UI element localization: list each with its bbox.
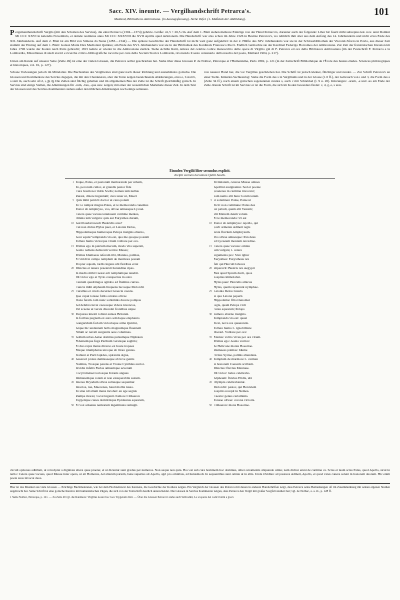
- line-text: Illi victor: ludos celebrabo.: [213, 370, 251, 375]
- line-text: Primus ego: Aonio vertice:: [213, 339, 250, 344]
- line-text: Hippodame: filia Oenomai: [213, 298, 250, 303]
- description-right: von neuerer Hand her, die vor Vergilius geschrieben hat. Die Schrift ist jedoch kleiner, flüchtiger und runder. — Zur Schrift Petrarca's an einer Stelle. Künstler-Sachkatalog: Siehe die Form des s in Vergiliums und in der Glosse (l. 6 ff.), der Gebrauch von ı und ꝛ, die Form des a (Zeile 34 ff.), nach einem gotischen sogenannten rundes s, auch c mit Schnörkel (l. 9 u. 26). Kürzungen: -orum, -e und -us am Ende der Zeile. Runde Schrift ist im Servius: er ist die Form, die sich im Kodex besonders findet: c, d, g, e, s usw.: [204, 70, 390, 87]
- line-text: Te i e rumpat magna Pales, et te memoranda canemus: [75, 202, 149, 207]
- line-text: Tonsae olivae: corona victoris.: [213, 398, 256, 403]
- line-text: Nilum ac navali surgentis aere columnas.: [75, 330, 132, 335]
- line-text: Cocyti metuet tortosque Ixionis angues: [75, 370, 129, 375]
- line-text: humero eburno insignis.: [213, 311, 247, 316]
- footnote-text: Hier ist das Musikal aus viele Glossen — Prächtige Buchmalereien, wie bei dem Hochzeitstext des Karstens, die Geschichte der Kodizes zeigen. Ein Vergleich der Glossen des Petrarca mit denen in anderen Handschriften zeigt, dass Petrarca seine Bemerkungen oft im Zusammenhang mit seinen eigenen Studien angebracht hat. Seine Schrift ist eine gotische Kursive mit humanistischen Zügen, die sich von der Textschrift deutlich unterscheidet. Die Glossen in Servius Kommentar zeigen, dass Petrarca den Vergil mit großer Sorgfalt studiert hat; vgl. de Nolhac, a. a. O., p. 128 ff.: [10, 485, 390, 493]
- poem-column: [65, 180, 197, 407]
- line-number: 20: [71, 266, 74, 271]
- line-text: Gangaridum faciam victorisque arma Quirini,: [75, 320, 138, 325]
- manuscript-transcription: [65, 169, 335, 407]
- line-number: 5: [72, 198, 74, 203]
- line-text: et solemnes: Palae, Palae ut: [213, 198, 252, 203]
- line-text: Cetera quae vacuas: omnia: [213, 243, 250, 248]
- line-text: Hippodameque humeroque Pelops insignis eburno,: [75, 230, 145, 235]
- line-text: regis, quam Pelops vicit: [213, 302, 247, 307]
- line-text: Illi victor ego et Tyrio conspectus in ostro: [75, 275, 133, 280]
- line-text: praeterea in carmine invocant;: [213, 189, 255, 194]
- transcription-subtitle: Incipit carmen hecuntum Qultii Saulis.: [174, 173, 226, 177]
- line-text: divinitatem, ceterae Musae omnes: [213, 180, 260, 184]
- line-text: dicit: non commune: Pales dea: [213, 202, 256, 207]
- line-text: cursu equorum; Pelops: [213, 307, 245, 312]
- line-text: est pabuli, quam alii Vestam;: [213, 207, 253, 212]
- line-text: Ad delubra iuvat caesosque videre iuvencos,: [75, 302, 136, 307]
- line-text: Centum quadriiugos agitabo ad flumina currus.: [75, 280, 140, 285]
- line-text: Mincius et tenera praetexit harundine ripas.: [75, 266, 135, 271]
- line-text: Cursibus et crudo decernet Graecia caestu.: [75, 289, 134, 294]
- line-text: nam nemo alii hunc locum tenuit.: [213, 193, 260, 198]
- line-text: Et vox adsensu nemorum ingeminata remugit.: [75, 402, 139, 407]
- line-text: Primus ego in patriam mecum, modo vita supersit,: [75, 243, 144, 248]
- line-text: Vos silvae amnesque: Pan deus: [213, 234, 256, 239]
- line-number: 15: [209, 243, 212, 248]
- line-text: Tollere humo: i. ignobilitate: [213, 325, 252, 330]
- line-text: Omnia iam vulgata: quis aut Eurysthea durum,: [75, 216, 139, 221]
- bottom-section: [10, 468, 390, 499]
- line-number: 20: [209, 266, 212, 271]
- gloss-column: [203, 180, 335, 407]
- line-text: Pastor ab Amphryso, vos, silvae amnesque Lycaei.: [75, 207, 145, 212]
- line-number: 50: [71, 402, 74, 407]
- transcription-columns: [65, 178, 335, 407]
- line-number: 10: [71, 220, 74, 225]
- line-text: Stabunt et Parii lapides, spirantia signa,: [75, 352, 130, 357]
- line-text: Eurysthea: Eurystheus rex: [213, 257, 250, 262]
- line-text: ad Lycaeum montem Arcadiae.: [213, 239, 256, 244]
- transcription-title: Einuden Vergilii liber secundus explicit.: [169, 169, 231, 173]
- line-text: pavit armenta Admeti regis: [213, 225, 251, 230]
- line-text: Aut illaudati nescit Busiridis aras?: [75, 220, 123, 225]
- text-line: [65, 403, 197, 408]
- line-text: argumenta pro: Sive igitur: [213, 252, 250, 257]
- line-text: Tollere humo victorque virum volitare per ora.: [75, 239, 139, 244]
- drop-cap: P: [10, 29, 15, 37]
- line-text: hospites immolabat.: [213, 275, 241, 280]
- line-text: Nomina, Trosque parens et Troiae Cynthius auctor.: [75, 361, 145, 366]
- line-text: Et duo rapta manu diverso ex hoste tropaea: [75, 343, 135, 348]
- line-text: Rurest, dixere ingenium; cura tener ut, Maeci: [75, 193, 138, 198]
- description-left: Schone Vorlesungen jedoch im Mittelalter. Die Buchstaben des Vergiltextes sind ganz nach dieser Richtung und ausnahmslos gotische. Die Glossen und Kommentare des Servius dagegen, die mit den Charakteren, aber die Texte zeigen bezeichnende Abkürzungen, etwa e, b statt b, a statt m, auch sehr oft ĕ, ı, ꝑ, ꝗ. Die Zeilen sind flächig gehalten und im allgemeinen Bau der Zeile ist die Schrift gleichmäßig gotisch. In Servius sind einige Stellen, die Abkürzungen für -rum, -bus, -que usw. zeigen; mit einer der wesentlichen Merkmale dieser Zeit. In dem Text der Glossen und des Servius-Kommentars stehen außer den üblichen Abkürzungen noch einige seltenere.: [10, 70, 196, 91]
- line-text: Caestu: genus certaminis.: [213, 393, 249, 398]
- line-text: civitas Syriae, palmis abundans.: [213, 352, 258, 357]
- line-text: Propter aquam, tardis ingens ubi flexibus errat: [75, 261, 139, 266]
- line-text: Interea Dryadum silvas saltusque sequamur: [75, 380, 135, 385]
- line-text: Addam urbes Asiae domitas pulsumque Niphaten: [75, 334, 143, 339]
- line-text: Mincius: fluvius Mantuae.: [213, 366, 250, 371]
- line-text: Olympia celebrabantur.: [213, 380, 246, 385]
- line-number: 35: [71, 334, 74, 339]
- footnotes: [10, 483, 390, 499]
- line-text: Latonia Delos: insula: [213, 289, 243, 294]
- line-number: 5: [210, 198, 212, 203]
- line-text: hospitio recepit in Nemea.: [213, 389, 250, 394]
- line-number: 25: [209, 289, 212, 294]
- line-text: Cura boum nec mitis Scelis; nomen iam nullus: [75, 189, 139, 194]
- line-text: Et te memoranda: Ut est: [213, 216, 247, 221]
- line-text: dicat, nova res quaerenda.: [213, 320, 249, 325]
- line-number: 1: [72, 180, 74, 184]
- line-text: Te sine nil altum mens incohat: en age segnis: [75, 389, 137, 394]
- line-text: Purpurea intexti tollant aulaea Britanni.: [75, 311, 130, 316]
- line-text: alii Matrem deum volunt.: [213, 211, 249, 216]
- line-text: Templum de marmore: i. carmen: [213, 357, 258, 362]
- line-text: Hylas puer: Herculis amicus: [213, 280, 253, 285]
- line-number: 45: [209, 380, 212, 385]
- line-text: In medio mihi Caesar erit templumque tenebit.: [75, 270, 139, 275]
- line-number: 10: [209, 220, 212, 225]
- intro-text: ergamenthandschrift Vergils (mit den Scholien des Servius), die einst Petrarca (1304—1374) gehörte. Größe: 41,5 × 26,5 cm. Auf dem 1. Blatt stehen mehrere Einträge von der Hand Petrarca's, darunter auch der folgende: Liber hic fuerit mihi subreptus kal. nov. anni Domini Mi CCC XXVI in kalendis Novembris, et deinde restitutus anno Mi CCC XXXVIII die XVII Aprilis apud Avinionem. Die Handschrift war also schon im Jahre 1326 in Besitze Petrarca's, wo nämlich ihm aber aus dem Anfang des 14. Jahrhunderts und nicht etwa Ende des XII. Jahrhunderts. Auf dem 2. Blatt ist ein Bild von Simone da Siena (1283—1344) — Die spätere Geschichte der Handschrift ist nicht weit ganz aufgeklärt: in der 2. Hälfte des XIV. Jahrhunderts war sie in der Schlossbibliothek der Visconti-Sforza in Pavia, aus dieser Zeit stammt der Eintrag auf dem 1. Blatt: Galeaz Maria Dux Mediolani Quintus; am Ende des XVI. Jahrhunderts war sie in der Bibliothek des Kardinals Francesco Pucci. Endlich vermachte sie der Kardinal Federigo Borromeo der Ambrosiana. Zur Zeit der französischen Invasion im Jahre 1796 wurde der Kodex nach Paris gebracht; 1815 kehrte er wieder in die Ambrosiana zurück. Siehe Achille Ratti, Amore del celebre codice manoscritto delle opere di Virgilio già di F. Petrarca ed ora della Biblioteca Ambrosiana (im der Festschrift F. Petrarca e la Lombardia, Miscellanea di studi storici e ricerche critico-bibliografiche raccolte per cura della Società Storica Lombarda, ricorrendo il sesto centenario della nascita del poeta, Mailand 1904, p. 217).: [10, 30, 390, 56]
- footnote-small: 1 Siehe Nolhac, Pétrarque, p. 121. — Zu Zeile 49 vgl. die Randnote: Virgilius noster hoc loco Taygetum dixit. — Über die Glossen Petrarca's siehe auch Sabbadini, Le scoperte dei codici latini e greci.: [10, 495, 235, 499]
- line-text: liberari. Volitare per ora:: [213, 330, 247, 335]
- line-text: imperavit: Busiris rex Aegypti: [213, 266, 255, 271]
- line-text: Idumaeas palmas: Idume: [213, 348, 248, 353]
- line-number: 30: [209, 311, 212, 316]
- line-text: Invidia infelix Furias amnemque severum: [75, 366, 133, 371]
- line-number: 45: [71, 380, 74, 385]
- line-text: Apollini assignantur. Sed et poetae: [213, 184, 261, 189]
- line-text: Immanemque rotam et non exsuperabile saxum.: [75, 375, 141, 380]
- line-text: Intactos, tua, Maecenas, haud mollia iussa.: [75, 384, 134, 389]
- line-text: Temptanda via est: quasi: [213, 316, 248, 321]
- line-number: 15: [71, 243, 74, 248]
- line-number: 30: [71, 311, 74, 316]
- line-text: Cui non dictus Hylas puer, et Latonia Delos,: [75, 225, 136, 230]
- line-text: Cetera quae vacuas tenuissent carmine mentes,: [75, 211, 140, 216]
- description-columns: [10, 70, 390, 91]
- bottom-text: circuli optiones adhibuit, ut si incipiat a dignitate altera quae praeter, et ut dicuntur sunt gradus per numeros. Non aequa non quia. Hoc est sub cura hominem hoc dominus, aliter ornamentis aliquando utitur, nam dicitur erunt de carmine ca. Scias et tuam scias Pales, quod Apollo, sicut in tertio: Cetera quae vacuas, quod Musae inter opera, ut ait Homerus, Ad alterum partem, bene superius ait Apollo, agri pro omnibus, ad huiusmodi. In sequentibus sunt omnia ut in aliis. Unde Ovidius: ad pastores Admeti, Apollo, et quod vates canere solent in honorem deorum. Hic enim poeta suos invocat deos.: [10, 468, 390, 481]
- page-subtitle: Mailand, Bibliotheca Ambrosiana. (in Auszugsfassung). Siehe Tafel. (1. Maßstab der Abbildung).: [114, 17, 246, 21]
- line-text: iuxta fluvium Amphrysum.: [213, 230, 251, 235]
- line-text: Vel scaena ut versis discedat frontibus utque: [75, 307, 136, 312]
- intro-paragraph: [10, 30, 390, 56]
- line-text: fuit qui Herculi labores: [213, 261, 246, 266]
- line-text: Taygetique canes domitrixque Epidaurus equorum,: [75, 398, 145, 403]
- line-number: 35: [209, 334, 212, 339]
- text-line: [203, 403, 335, 408]
- line-text: Hylas, quem rapuerunt nymphae.: [213, 284, 259, 289]
- line-text: Primus Idumaeas referam tibi, Mantua, palmas,: [75, 252, 140, 257]
- intro-paragraph-2: Unten am Rande auf unserer Seite (Zeile 49) ist eine der vielen Glossen, die Petrarca selbst geschrieben hat. Siehe über diese Glossen P. de Nolhac, Pétrarque et l'Humanisme, Paris 1892, p. 121 (in der Zeitschrift Bibliothèque de l'École des hautes études. Sciences philologiques et historiques, vol. 91, p. 127).: [10, 58, 390, 68]
- line-text: Quis mihi patricii doctor ut cana potum: [75, 198, 129, 203]
- line-text: Ipse caput tonsae foliis ornatus olivae: [75, 293, 127, 298]
- line-text: Dona feram. iam nunc sollemnis ducere pompas: [75, 298, 141, 303]
- line-number: 40: [209, 357, 212, 362]
- line-text: Te, pecorum cultor, et grandis pastor fide: [75, 184, 132, 189]
- line-text: Acer equis? temptanda via est, qua me quoque possim: [75, 234, 150, 239]
- line-text: de Helicone monte Boeotiae.: [213, 343, 253, 348]
- page-number: 101: [374, 7, 389, 18]
- line-text: Cithaeron: mons Boeotiae.: [213, 402, 250, 407]
- line-text: Bisque triumphatas utroque ab litore gentes.: [75, 348, 136, 353]
- line-number: 40: [71, 357, 74, 362]
- line-text: Alpheum: fluvius Elidis, ubi: [213, 375, 253, 380]
- line-number: 25: [71, 289, 74, 294]
- line-text: Molorchi: pastor, qui Herculem: [213, 384, 257, 389]
- line-text: Cuncta mihi Alpheum linquens lucosque Molorchi: [75, 284, 145, 289]
- page: [10, 6, 390, 594]
- line-text: Ennius: volito vivus per ora virum.: [213, 334, 261, 339]
- line-text: In foribus pugnam ex auro solidoque elephanto: [75, 316, 140, 321]
- line-text: Rumpe moras; vocat ingenti clamore Cithaeron: [75, 393, 140, 398]
- line-text: Atque hic undantem bello magnumque fluentem: [75, 325, 142, 330]
- line-text: in qua Latona peperit.: [213, 293, 244, 298]
- line-text: Aonio rediens deducam vertice Musas;: [75, 248, 129, 253]
- line-text: Pastor ab Amphryso: Apollo, qui: [213, 220, 259, 225]
- line-number: 50: [209, 402, 212, 407]
- line-text: iam vulgata; i. cetera: [213, 248, 242, 253]
- page-title: Sacc. XIV. ineunte. — Vergilhandschrift Petrarca's.: [109, 9, 251, 15]
- line-text: Assaraci proles demissaeque ab Iove gentis: [75, 357, 135, 362]
- line-text: Teque, Pales, et pastorum memoranda per urbem,: [75, 180, 143, 184]
- page-header: [10, 6, 390, 27]
- line-text: Et viridi in campo templum de marmore ponam: [75, 257, 141, 262]
- line-text: in honorem Caesaris scribam.: [213, 361, 254, 366]
- line-text: Bux apud Sprum ducit, quos: [213, 270, 253, 275]
- line-text: Fidentemque fuga Parthum versisque sagittis;: [75, 339, 138, 344]
